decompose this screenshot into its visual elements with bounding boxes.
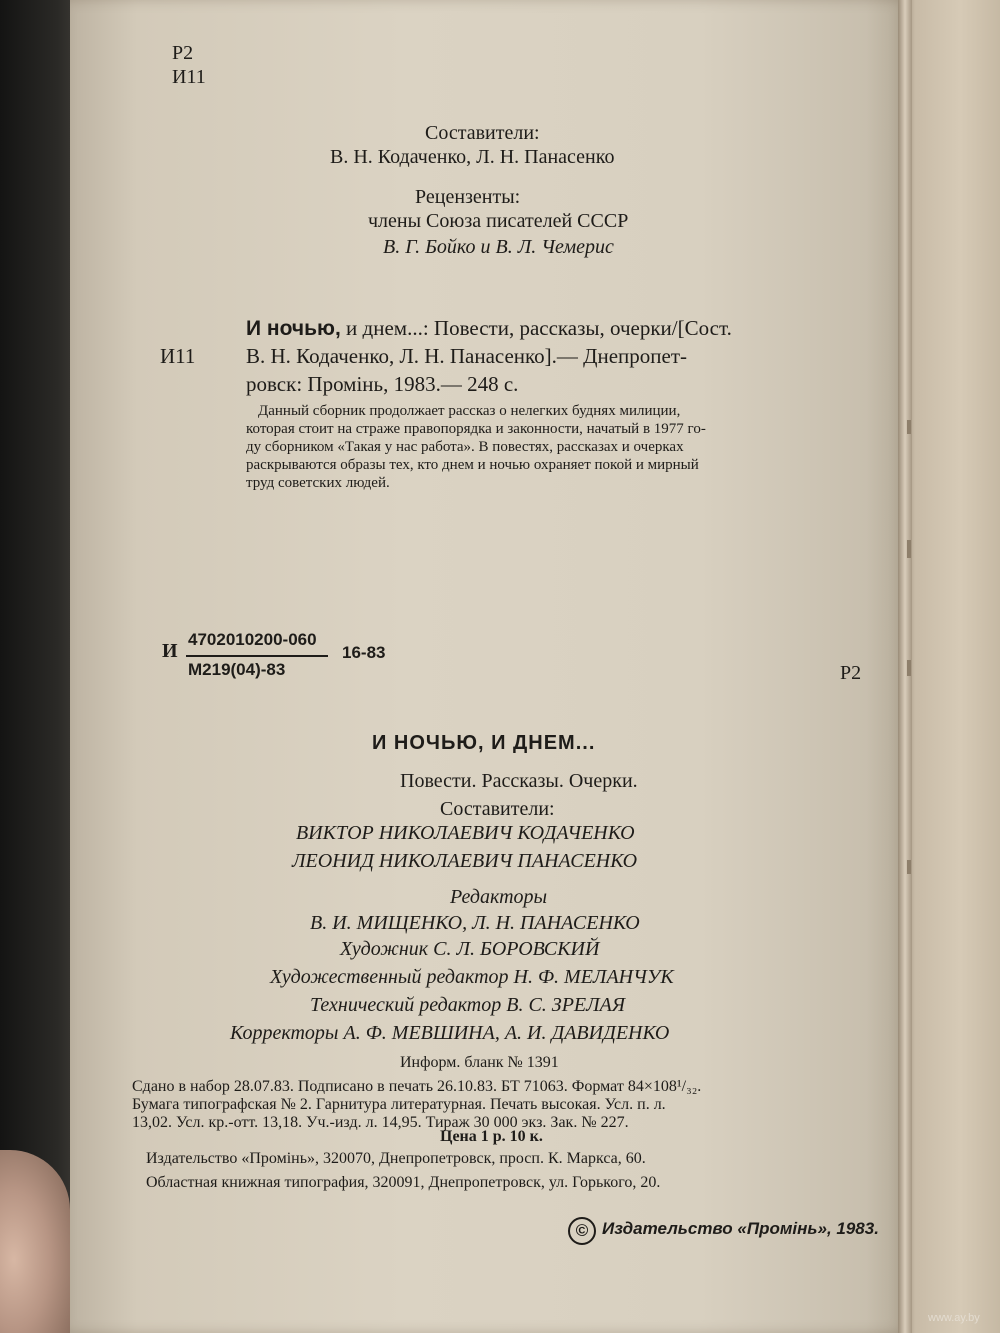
next-page-edge: [900, 0, 1000, 1333]
classification-numerator: 4702010200-060: [188, 630, 317, 649]
imprint-title: И НОЧЬЮ, И ДНЕМ...: [372, 732, 596, 754]
reviewers-line2: В. Г. Бойко и В. Л. Чемерис: [383, 236, 614, 258]
catalog-line2: В. Н. Кодаченко, Л. Н. Панасенко].— Днепропет-: [246, 344, 688, 368]
imprint-info-blank: Информ. бланк № 1391: [400, 1054, 559, 1071]
imprint-artist: Художник С. Л. БОРОВСКИЙ: [340, 938, 600, 960]
imprint-tech-editor: Технический редактор В. С. ЗРЕЛАЯ: [310, 994, 626, 1016]
compilers-names: В. Н. Кодаченко, Л. Н. Панасенко: [330, 146, 615, 168]
reviewers-line1: члены Союза писателей СССР: [368, 210, 629, 232]
imprint-details-line: 13,02. Усл. кр.-отт. 13,18. Уч.-изд. л. 14,95. Тираж 30 000 экз. Зак. № 227.: [132, 1114, 629, 1131]
imprint-proofreaders: Корректоры А. Ф. МЕВШИНА, А. И. ДАВИДЕНКО: [230, 1022, 670, 1044]
compilers-label: Составители:: [425, 122, 540, 144]
imprint-details-line: Сдано в набор 28.07.83. Подписано в печать 26.10.83. БТ 71063. Формат 84×108¹/₃₂.: [132, 1078, 702, 1095]
catalog-index: И11: [160, 344, 196, 368]
code-i11-top: И11: [172, 66, 206, 88]
annotation-line: Данный сборник продолжает рассказ о нелегких буднях милиции,: [258, 403, 681, 419]
imprint-compiler1: ВИКТОР НИКОЛАЕВИЧ КОДАЧЕНКО: [296, 822, 635, 844]
imprint-art-editor: Художественный редактор Н. Ф. МЕЛАНЧУК: [270, 966, 674, 988]
thumb: [0, 1150, 70, 1333]
annotation-line: которая стоит на страже правопорядка и законности, начатый в 1977 го-: [246, 421, 706, 437]
imprint-editors: В. И. МИЩЕНКО, Л. Н. ПАНАСЕНКО: [310, 912, 640, 934]
classification-denominator: М219(04)-83: [188, 660, 286, 679]
catalog-title-bold: И ночью,: [246, 317, 341, 340]
copyright-icon: ©: [568, 1217, 596, 1245]
reviewers-label: Рецензенты:: [415, 186, 521, 208]
annotation-line: ду сборником «Такая у нас работа». В повестях, рассказах и очерках: [246, 439, 684, 455]
watermark: www.ay.by: [928, 1312, 980, 1324]
copyright-text: Издательство «Промінь», 1983.: [602, 1219, 879, 1238]
imprint-editors-label: Редакторы: [450, 886, 548, 908]
catalog-line3: ровск: Промінь, 1983.— 248 с.: [246, 372, 519, 396]
catalog-line1: [246, 316, 732, 341]
catalog-line1-rest: и днем...: Повести, рассказы, очерки/[Сост.: [346, 316, 732, 340]
classification-code: Р2: [840, 662, 862, 684]
code-r2-top: Р2: [172, 42, 194, 64]
binding-stitch: [907, 540, 911, 558]
imprint-compilers-label: Составители:: [440, 798, 555, 820]
fraction-rule: [186, 655, 328, 657]
classification-letter: И: [162, 640, 178, 662]
binding-stitch: [907, 860, 911, 874]
imprint-details-line: Бумага типографская № 2. Гарнитура литературная. Печать высокая. Усл. п. л.: [132, 1096, 666, 1113]
imprint-publisher: Издательство «Промінь», 320070, Днепропетровск, просп. К. Маркса, 60.: [146, 1150, 646, 1167]
binding-stitch: [907, 660, 911, 676]
imprint-subtitle: Повести. Рассказы. Очерки.: [400, 770, 638, 792]
annotation-line: раскрываются образы тех, кто днем и ночью охраняет покой и мирный: [246, 457, 699, 473]
imprint-compiler2: ЛЕОНИД НИКОЛАЕВИЧ ПАНАСЕНКО: [292, 850, 638, 872]
binding-stitch: [907, 420, 911, 434]
annotation-line: труд советских людей.: [246, 475, 390, 491]
classification-suffix: 16-83: [342, 643, 386, 662]
imprint-printer: Областная книжная типография, 320091, Днепропетровск, ул. Горького, 20.: [146, 1174, 661, 1191]
imprint-price: Цена 1 р. 10 к.: [440, 1128, 543, 1145]
